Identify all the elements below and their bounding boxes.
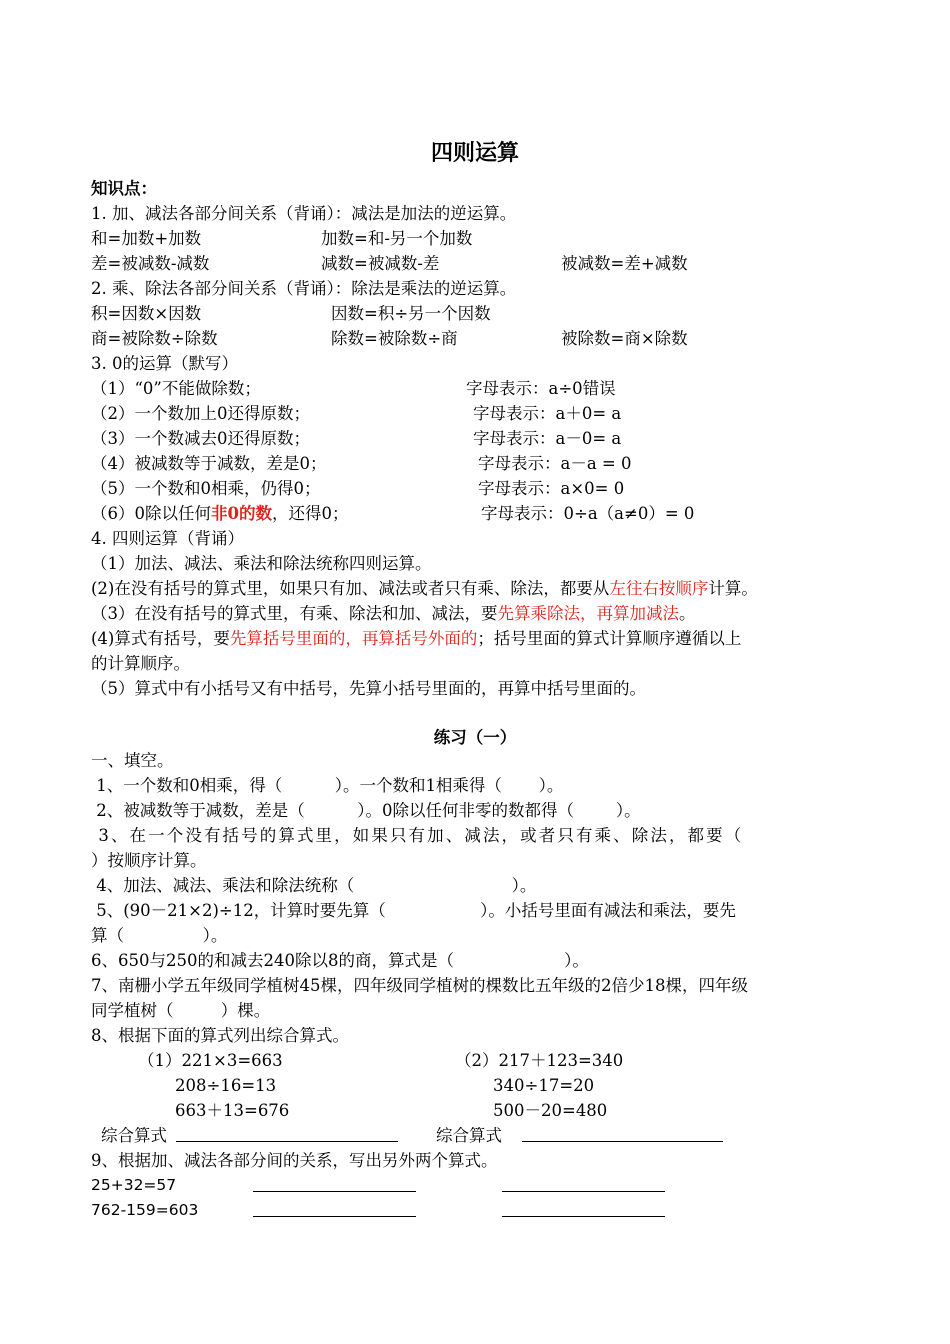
order-rule-2-text-b: 计算。 bbox=[708, 579, 758, 598]
order-rule-1: （1）加法、减法、乘法和除法统称四则运算。 bbox=[91, 554, 432, 573]
question-8: 8、根据下面的算式列出综合算式。 bbox=[91, 1026, 349, 1045]
q9-answer-line-1a[interactable] bbox=[253, 1191, 416, 1192]
q8-answer-line-1[interactable] bbox=[176, 1141, 398, 1142]
question-3-cont: ）按顺序计算。 bbox=[91, 851, 207, 870]
zero-formula-1: 字母表示：a÷0错误 bbox=[466, 379, 616, 398]
order-rule-4-highlight: 先算括号里面的，再算括号外面的 bbox=[229, 629, 478, 648]
q9-equation-2: 762-159=603 bbox=[91, 1201, 199, 1219]
question-1: 1、一个数和0相乘，得（ ）。一个数和1相乘得（ ）。 bbox=[91, 776, 564, 795]
zero-rule-2: （2）一个数加上0还得原数； bbox=[91, 404, 310, 423]
part-1-heading: 一、填空。 bbox=[91, 751, 174, 770]
order-rule-4-cont: 的计算顺序。 bbox=[91, 654, 190, 673]
zero-rule-3: （3）一个数减去0还得原数； bbox=[91, 429, 310, 448]
question-7-cont: 同学植树（ ）棵。 bbox=[91, 1001, 271, 1020]
section-3-heading: 3. 0的运算（默写） bbox=[91, 354, 238, 373]
knowledge-heading: 知识点： bbox=[91, 179, 157, 198]
question-3: 3、在一个没有括号的算式里，如果只有加、减法，或者只有乘、除法，都要（ bbox=[91, 826, 744, 845]
exercise-heading: 练习（一） bbox=[433, 728, 517, 747]
question-7: 7、南栅小学五年级同学植树45棵，四年级同学植树的棵数比五年级的2倍少18棵，四年级 bbox=[91, 976, 748, 995]
order-rule-3 bbox=[91, 601, 696, 626]
order-rule-2 bbox=[91, 576, 758, 601]
zero-rule-5: （5）一个数和0相乘，仍得0； bbox=[91, 479, 321, 498]
q8-left-eq-3: 663＋13=676 bbox=[175, 1101, 290, 1120]
question-5: 5、(90－21×2)÷12，计算时要先算（ ）。小括号里面有减法和乘法，要先 bbox=[91, 901, 736, 920]
formula-factor: 因数=积÷另一个因数 bbox=[331, 304, 491, 323]
q8-answer-line-2[interactable] bbox=[522, 1141, 723, 1142]
section-1-heading: 1. 加、减法各部分间关系（背诵）：减法是加法的逆运算。 bbox=[91, 204, 517, 223]
order-rule-5: （5）算式中有小括号又有中括号，先算小括号里面的，再算中括号里面的。 bbox=[91, 679, 646, 698]
q8-right-eq-3: 500－20=480 bbox=[493, 1101, 608, 1120]
q8-right-eq-2: 340÷17=20 bbox=[493, 1076, 595, 1095]
zero-formula-5: 字母表示：a×0= 0 bbox=[478, 479, 625, 498]
zero-rule-6-highlight: 非0的数 bbox=[211, 504, 272, 523]
formula-subtrahend: 减数=被减数-差 bbox=[321, 254, 440, 273]
q9-answer-line-2b[interactable] bbox=[502, 1216, 665, 1217]
section-2-heading: 2. 乘、除法各部分间关系（背诵）：除法是乘法的逆运算。 bbox=[91, 279, 517, 298]
order-rule-3-highlight: 先算乘除法，再算加减法 bbox=[497, 604, 679, 623]
q9-answer-line-1b[interactable] bbox=[502, 1191, 665, 1192]
q8-right-eq-1: （2）217＋123=340 bbox=[455, 1051, 624, 1070]
formula-dividend: 被除数=商×除数 bbox=[561, 329, 688, 348]
q8-left-eq-2: 208÷16=13 bbox=[175, 1076, 277, 1095]
question-4: 4、加法、减法、乘法和除法统称（ ）。 bbox=[91, 876, 537, 895]
question-2: 2、被减数等于减数，差是（ ）。0除以任何非零的数都得（ ）。 bbox=[91, 801, 641, 820]
page-title: 四则运算 bbox=[430, 141, 519, 166]
question-5-cont: 算（ ）。 bbox=[91, 926, 228, 945]
order-rule-4-text-a: (4)算式有括号，要 bbox=[91, 629, 230, 648]
order-rule-4-text-b: ；括号里面的算式计算顺序遵循以上 bbox=[477, 629, 742, 648]
order-rule-4 bbox=[91, 626, 741, 651]
q8-answer-label-2: 综合算式 bbox=[436, 1126, 502, 1145]
q8-left-eq-1: （1）221×3=663 bbox=[138, 1051, 283, 1070]
order-rule-2-text-a: (2)在没有括号的算式里，如果只有加、减法或者只有乘、除法，都要从 bbox=[91, 579, 610, 598]
formula-difference: 差=被减数-减数 bbox=[91, 254, 210, 273]
question-9: 9、根据加、减法各部分间的关系，写出另外两个算式。 bbox=[91, 1151, 498, 1170]
zero-rule-1: （1）“0”不能做除数； bbox=[91, 379, 261, 398]
q9-equation-1: 25+32=57 bbox=[91, 1176, 177, 1194]
section-4-heading: 4. 四则运算（背诵） bbox=[91, 529, 244, 548]
formula-quotient: 商=被除数÷除数 bbox=[91, 329, 218, 348]
order-rule-3-text-b: 。 bbox=[679, 604, 696, 623]
formula-addend: 加数=和-另一个加数 bbox=[321, 229, 473, 248]
order-rule-3-text-a: （3）在没有括号的算式里，有乘、除法和加、减法，要 bbox=[91, 604, 498, 623]
order-rule-2-highlight: 左往右按顺序 bbox=[609, 579, 709, 598]
zero-rule-6 bbox=[91, 501, 348, 526]
zero-rule-4: （4）被减数等于减数，差是0； bbox=[91, 454, 327, 473]
question-6: 6、650与250的和减去240除以8的商，算式是（ ）。 bbox=[91, 951, 589, 970]
q9-answer-line-2a[interactable] bbox=[253, 1216, 416, 1217]
zero-formula-4: 字母表示：a－a = 0 bbox=[478, 454, 632, 473]
zero-rule-6-text-b: ，还得0； bbox=[271, 504, 349, 523]
formula-product: 积=因数×因数 bbox=[91, 304, 202, 323]
zero-formula-2: 字母表示：a＋0= a bbox=[473, 404, 622, 423]
zero-formula-6: 字母表示：0÷a（a≠0）= 0 bbox=[481, 504, 695, 523]
formula-minuend: 被减数=差+减数 bbox=[561, 254, 688, 273]
formula-sum: 和=加数+加数 bbox=[91, 229, 202, 248]
zero-formula-3: 字母表示：a－0= a bbox=[473, 429, 622, 448]
q8-answer-label-1: 综合算式 bbox=[101, 1126, 167, 1145]
formula-divisor: 除数=被除数÷商 bbox=[331, 329, 458, 348]
zero-rule-6-text-a: （6）0除以任何 bbox=[91, 504, 211, 523]
